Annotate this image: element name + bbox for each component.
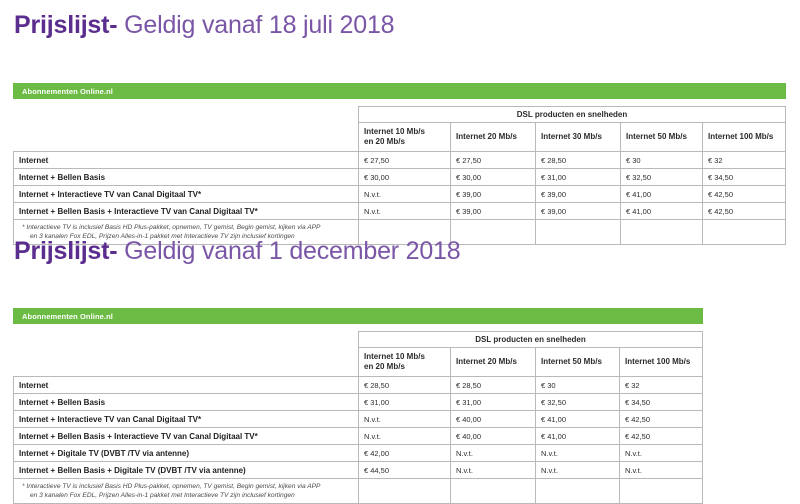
row-value: € 30	[536, 377, 620, 394]
row-value: € 39,00	[536, 186, 621, 203]
column-header-1: Internet 20 Mb/s	[451, 348, 536, 377]
row-value: € 40,00	[451, 428, 536, 445]
page-title-2-dash: -	[109, 237, 118, 265]
footnote-filler	[451, 479, 536, 504]
column-header-0	[359, 348, 451, 377]
page-title-2-light: Geldig vanaf 1 december 2018	[124, 237, 461, 265]
row-label: Internet + Bellen Basis + Interactieve TV van Canal Digitaal TV*	[14, 428, 359, 445]
footnote-filler	[451, 220, 536, 245]
row-value: € 39,00	[536, 203, 621, 220]
column-header-0	[359, 123, 451, 152]
column-header-2: Internet 50 Mb/s	[536, 348, 620, 377]
row-value: € 28,50	[451, 377, 536, 394]
row-value: € 28,50	[536, 152, 621, 169]
footnote-line1: * Interactieve TV is inclusief Basis HD Plus-pakket, opnemen, TV gemist, Begin gemist, kijken via APP	[22, 483, 321, 490]
row-value: N.v.t.	[620, 445, 703, 462]
column-header-1: Internet 20 Mb/s	[451, 123, 536, 152]
row-value: € 32	[703, 152, 786, 169]
row-value: € 39,00	[451, 186, 536, 203]
row-value: N.v.t.	[359, 428, 451, 445]
table-row	[14, 394, 703, 411]
row-value: N.v.t.	[451, 445, 536, 462]
group-header-blank	[14, 332, 359, 348]
group-header-row	[14, 332, 703, 348]
footnote-line2: en 3 kanalen Fox EDL, Prijzen Alles-in-1 pakket met Interactieve TV zijn inclusief kortingen	[30, 233, 295, 240]
row-label: Internet + Bellen Basis + Digitale TV (DVBT /TV via antenne)	[14, 462, 359, 479]
row-value: € 41,00	[621, 203, 703, 220]
group-header-label: DSL producten en snelheden	[359, 332, 703, 348]
column-header-row	[14, 123, 786, 152]
row-value: € 42,50	[620, 411, 703, 428]
row-value: € 31,00	[536, 169, 621, 186]
column-header-blank	[14, 123, 359, 152]
row-value: € 28,50	[359, 377, 451, 394]
row-value: € 27,50	[451, 152, 536, 169]
row-value: € 42,50	[703, 186, 786, 203]
column-header-row	[14, 348, 703, 377]
row-value: N.v.t.	[536, 462, 620, 479]
banner-label: Abonnementen Online.nl	[14, 309, 703, 324]
row-value: N.v.t.	[359, 186, 451, 203]
table-row	[14, 411, 703, 428]
row-value: € 34,50	[620, 394, 703, 411]
table-row	[14, 186, 786, 203]
footnote-line2: en 3 kanalen Fox EDL, Prijzen Alles-in-1 pakket met Interactieve TV zijn inclusief kortingen	[30, 492, 295, 499]
row-value: N.v.t.	[536, 445, 620, 462]
table-row	[14, 152, 786, 169]
column-header-0-line2: en 20 Mb/s	[364, 362, 405, 371]
row-label: Internet + Bellen Basis	[14, 394, 359, 411]
footnote-filler	[536, 220, 621, 245]
footnote	[14, 479, 359, 504]
footnote-line1: * Interactieve TV is inclusief Basis HD Plus-pakket, opnemen, TV gemist, Begin gemist, kijken via APP	[22, 224, 321, 231]
row-value: N.v.t.	[620, 462, 703, 479]
row-value: € 32,50	[536, 394, 620, 411]
page-title-1-light: Geldig vanaf 18 juli 2018	[124, 11, 395, 39]
spacer	[14, 99, 786, 107]
column-header-0-line1: Internet 10 Mb/s	[364, 127, 425, 136]
row-label: Internet + Interactieve TV van Canal Digitaal TV*	[14, 186, 359, 203]
row-value: € 41,00	[536, 411, 620, 428]
table-row	[14, 377, 703, 394]
price-table-2	[13, 308, 703, 504]
group-header-blank	[14, 107, 359, 123]
spacer-row	[14, 99, 786, 107]
page-title-2	[14, 236, 460, 266]
footnote-filler	[536, 479, 620, 504]
row-value: € 34,50	[703, 169, 786, 186]
column-header-4: Internet 100 Mb/s	[703, 123, 786, 152]
group-header-row	[14, 107, 786, 123]
group-header-label: DSL producten en snelheden	[359, 107, 786, 123]
column-header-3: Internet 100 Mb/s	[620, 348, 703, 377]
spacer-row	[14, 324, 703, 332]
row-value: N.v.t.	[451, 462, 536, 479]
spacer	[14, 324, 703, 332]
banner-label: Abonnementen Online.nl	[14, 84, 786, 99]
footnote-filler	[620, 479, 703, 504]
row-label: Internet	[14, 152, 359, 169]
page-title-1-strong: Prijslijst	[14, 11, 110, 39]
row-value: € 31,00	[359, 394, 451, 411]
column-header-0-line1: Internet 10 Mb/s	[364, 352, 425, 361]
table-row	[14, 428, 703, 445]
table-row	[14, 169, 786, 186]
row-label: Internet + Bellen Basis + Interactieve TV van Canal Digitaal TV*	[14, 203, 359, 220]
table-row	[14, 203, 786, 220]
row-value: € 30,00	[359, 169, 451, 186]
price-table-1	[13, 83, 786, 245]
row-value: € 32	[620, 377, 703, 394]
page-title-1-dash: -	[109, 11, 118, 39]
row-value: € 30,00	[451, 169, 536, 186]
row-label: Internet + Bellen Basis	[14, 169, 359, 186]
banner-row	[14, 309, 703, 324]
row-value: € 27,50	[359, 152, 451, 169]
row-label: Internet + Digitale TV (DVBT /TV via antenne)	[14, 445, 359, 462]
column-header-3: Internet 50 Mb/s	[621, 123, 703, 152]
row-value: € 32,50	[621, 169, 703, 186]
page-title-1	[14, 10, 394, 40]
table-row	[14, 445, 703, 462]
row-value: € 31,00	[451, 394, 536, 411]
column-header-blank	[14, 348, 359, 377]
row-value: € 42,50	[703, 203, 786, 220]
row-value: € 42,00	[359, 445, 451, 462]
column-header-0-line2: en 20 Mb/s	[364, 137, 405, 146]
row-value: N.v.t.	[359, 411, 451, 428]
footnote-filler	[703, 220, 786, 245]
table-row	[14, 462, 703, 479]
row-value: € 39,00	[451, 203, 536, 220]
footnote-filler	[359, 479, 451, 504]
row-value: € 30	[621, 152, 703, 169]
banner-row	[14, 84, 786, 99]
page-title-2-strong: Prijslijst	[14, 237, 110, 265]
column-header-2: Internet 30 Mb/s	[536, 123, 621, 152]
row-value: € 41,00	[621, 186, 703, 203]
row-label: Internet	[14, 377, 359, 394]
row-label: Internet + Interactieve TV van Canal Digitaal TV*	[14, 411, 359, 428]
row-value: € 40,00	[451, 411, 536, 428]
footnote-filler	[621, 220, 703, 245]
row-value: € 42,50	[620, 428, 703, 445]
row-value: € 41,00	[536, 428, 620, 445]
footnote-row	[14, 479, 703, 504]
row-value: N.v.t.	[359, 203, 451, 220]
row-value: € 44,50	[359, 462, 451, 479]
